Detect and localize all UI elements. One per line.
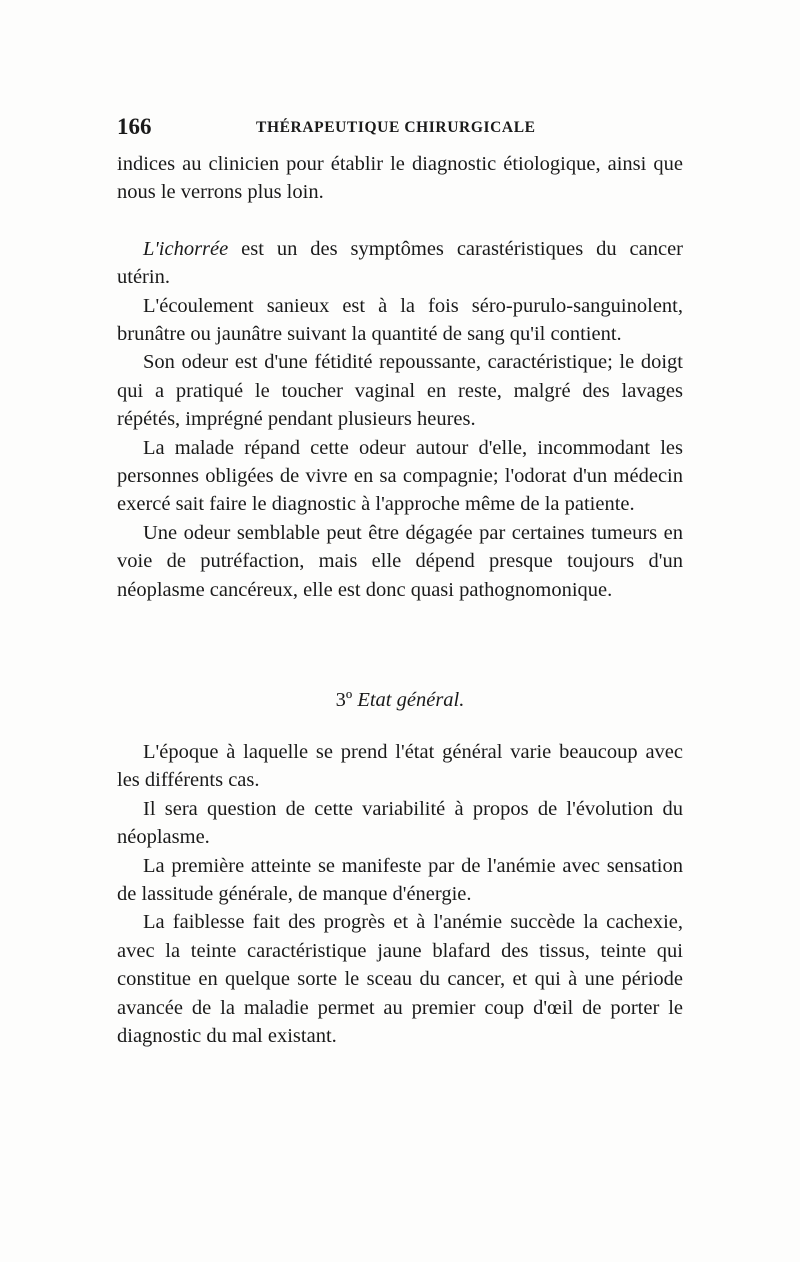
section-heading xyxy=(117,686,683,714)
section-number: 3º xyxy=(335,689,353,711)
paragraph: Il sera question de cette variabilité à propos de l'évolution du néoplasme. xyxy=(117,797,683,849)
ichorree-text: est un des symptômes carastéristiques du cancer utérin. xyxy=(117,237,683,289)
paragraph: La faiblesse fait des progrès et à l'anémie succède la cachexie, avec la teinte caractéristique jaune blafard des tissus, teinte qui constitue en quelque sorte le sceau du cancer, et qui à une période avancée de la maladie permet au premier coup d'œil de porter le diagnostic du mal existant. xyxy=(117,911,683,1048)
page-number: 166 xyxy=(117,114,152,139)
body-text-lower xyxy=(117,738,683,1050)
paragraph: La première atteinte se manifeste par de l'anémie avec sensation de lassitude générale, de manque d'énergie. xyxy=(117,854,683,906)
paragraph: L'écoulement sanieux est à la fois séro-purulo-sanguinolent, brunâtre ou jaunâtre suivant la quantité de sang qu'il contient. xyxy=(117,294,683,346)
paragraph: Son odeur est d'une fétidité repoussante, caractéristique; le doigt qui a pratiqué le toucher vaginal en reste, malgré des lavages répétés, imprégné pendant plusieurs heures. xyxy=(117,351,683,431)
ichorree-term: L'ichorrée xyxy=(143,237,229,260)
continued-paragraph: indices au clinicien pour établir le diagnostic étiologique, ainsi que nous le verrons plus loin. xyxy=(117,153,683,204)
page-header xyxy=(117,114,683,144)
paragraph: Une odeur semblable peut être dégagée par certaines tumeurs en voie de putréfaction, mais elle dépend presque toujours d'un néoplasme cancéreux, elle est donc quasi pathognomonique. xyxy=(117,521,683,601)
section-title: Etat général. xyxy=(357,689,465,711)
paragraph: L'époque à laquelle se prend l'état général varie beaucoup avec les différents cas. xyxy=(117,741,683,792)
running-title: THÉRAPEUTIQUE CHIRURGICALE xyxy=(256,119,536,136)
body-text-upper xyxy=(117,150,683,604)
paragraph: La malade répand cette odeur autour d'elle, incommodant les personnes obligées de vivre en sa compagnie; l'odorat d'un médecin exercé sait faire le diagnostic à l'approche même de la patiente. xyxy=(117,436,683,516)
paragraph-ichorree xyxy=(117,235,683,292)
